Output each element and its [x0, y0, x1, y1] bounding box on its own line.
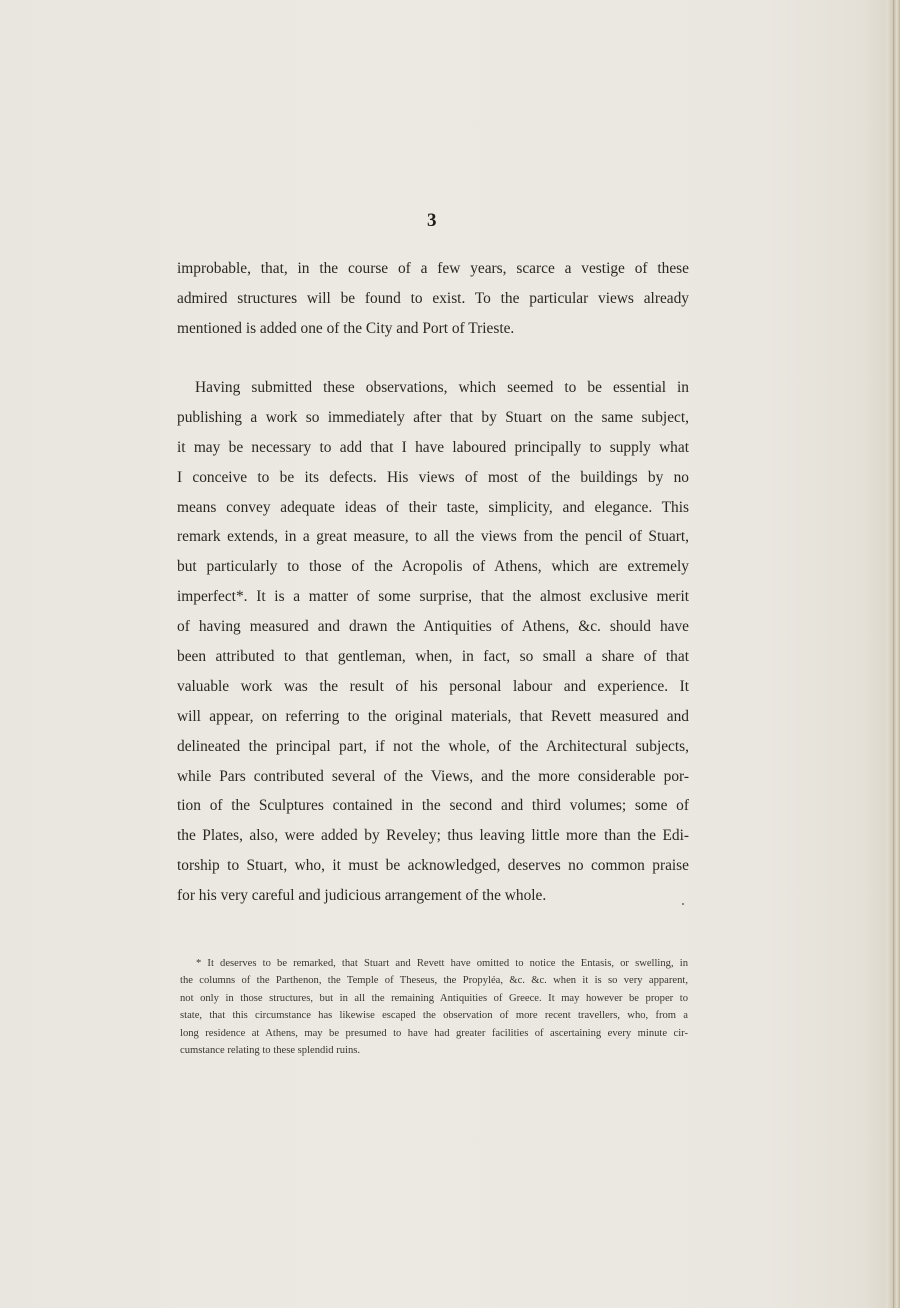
footnote-line: * It deserves to be remarked, that Stuart and Revett have omitted to notice the Entasis, or swelling, in: [196, 958, 688, 969]
text-line: of having measured and drawn the Antiquities of Athens, &c. should have: [177, 618, 689, 636]
text-line: tion of the Sculptures contained in the second and third volumes; some of: [177, 797, 689, 815]
paragraph-1: [177, 254, 689, 344]
text-line: it may be necessary to add that I have laboured principally to supply what: [177, 438, 689, 456]
text-line: the Plates, also, were added by Reveley; thus leaving little more than the Edi-: [177, 827, 689, 845]
footnote-line: the columns of the Parthenon, the Temple of Theseus, the Propyléa, &c. &c. when it is so very apparent,: [180, 975, 688, 987]
ink-speck: [682, 903, 684, 905]
text-line: been attributed to that gentleman, when, in fact, so small a share of that: [177, 648, 689, 666]
text-line: Having submitted these observations, which seemed to be essential in: [195, 379, 689, 396]
footnote-line: long residence at Athens, may be presumed to have had greater facilities of ascertaining every minute cir-: [180, 1027, 688, 1039]
text-line: while Pars contributed several of the Views, and the more considerable por-: [177, 767, 689, 785]
text-line: mentioned is added one of the City and Port of Trieste.: [177, 319, 515, 337]
text-line: imperfect*. It is a matter of some surprise, that the almost exclusive merit: [177, 588, 689, 606]
footnote-line: state, that this circumstance has likewise escaped the observation of more recent travellers, who, from a: [180, 1010, 688, 1022]
text-line: improbable, that, in the course of a few years, scarce a vestige of these: [177, 260, 689, 277]
text-line: but particularly to those of the Acropolis of Athens, which are extremely: [177, 558, 689, 576]
text-line: remark extends, in a great measure, to all the views from the pencil of Stuart,: [177, 528, 689, 546]
text-line: torship to Stuart, who, it must be acknowledged, deserves no common praise: [177, 857, 689, 875]
footnote: [180, 955, 688, 1059]
text-line: publishing a work so immediately after that by Stuart on the same subject,: [177, 408, 689, 426]
text-line: delineated the principal part, if not the whole, of the Architectural subjects,: [177, 737, 689, 755]
page-number: 3: [427, 210, 437, 231]
text-line: I conceive to be its defects. His views of most of the buildings by no: [177, 468, 689, 486]
text-line: for his very careful and judicious arrangement of the whole.: [177, 887, 547, 905]
paragraph-2: [177, 373, 689, 911]
text-line: will appear, on referring to the original materials, that Revett measured and: [177, 707, 689, 725]
text-line: valuable work was the result of his personal labour and experience. It: [177, 677, 689, 695]
text-line: admired structures will be found to exist. To the particular views already: [177, 289, 689, 307]
footnote-line: cumstance relating to these splendid ruins.: [180, 1044, 361, 1056]
text-line: means convey adequate ideas of their taste, simplicity, and elegance. This: [177, 498, 689, 516]
page-edge-line: [893, 0, 894, 1308]
footnote-line: not only in those structures, but in all the remaining Antiquities of Greece. It may however be proper to: [180, 992, 688, 1004]
